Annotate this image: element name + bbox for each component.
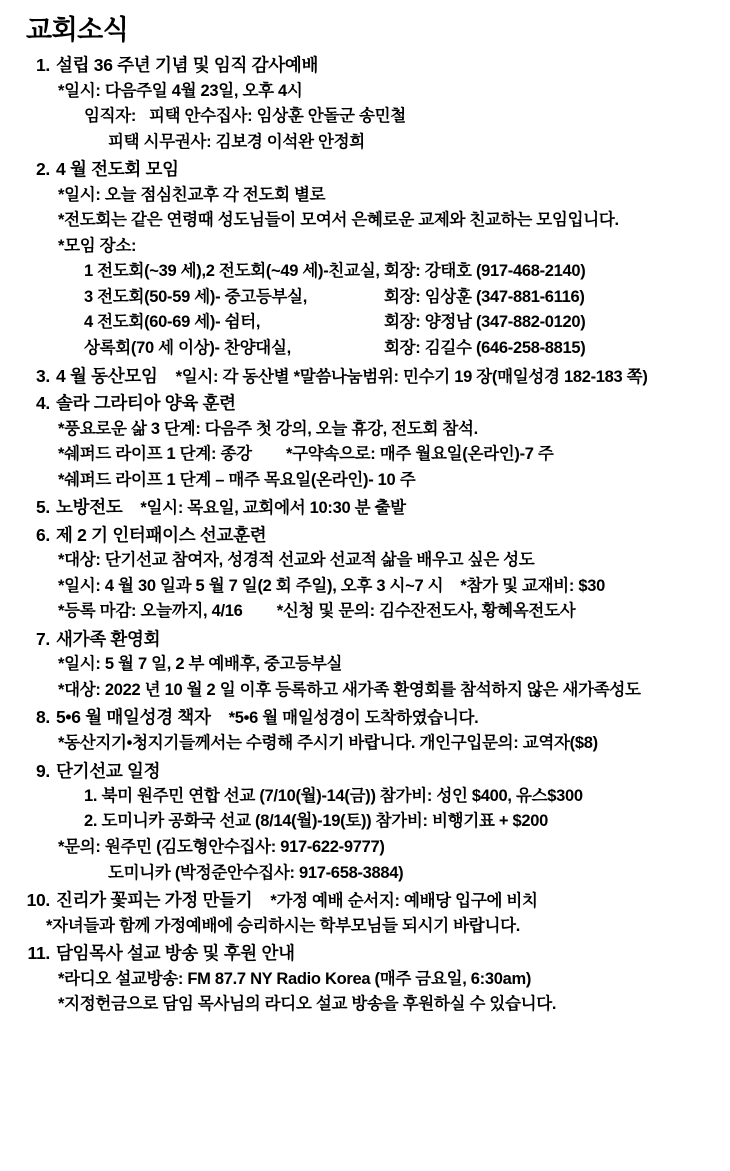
news-item-number: 5. [36, 497, 50, 518]
news-item-heading [24, 626, 718, 652]
news-item-number: 4. [36, 393, 50, 414]
news-item-number: 10. [26, 890, 50, 911]
news-item-heading [24, 704, 718, 731]
news-item-title: 5•6 월 매일성경 책자 [56, 707, 211, 728]
news-item-number: 7. [36, 628, 50, 649]
news-item-detail-line: *전도회는 같은 연령때 성도님들이 모여서 은혜로운 교제와 친교하는 모임입니다. [58, 211, 619, 230]
fellowship-row [24, 259, 718, 285]
news-item-title: 진리가 꽃피는 가정 만들기 [56, 890, 253, 911]
fellowship-group: 4 전도회(60-69 세)- 쉼터, [84, 313, 261, 332]
news-item-detail-line: 1. 북미 원주민 연합 선교 (7/10(월)-14(금)) 참가비: 성인 $400, 유스$300 [84, 786, 583, 805]
news-item-detail-line: *일시: 4 월 30 일과 5 월 7 일(2 회 주일), 오후 3 시~7 시 *참가 및 교재비: $30 [58, 576, 606, 595]
fellowship-row [24, 336, 718, 362]
news-item-detail-line: *자녀들과 함께 가정예배에 승리하시는 학부모님들 되시기 바랍니다. [46, 916, 521, 935]
news-item-number: 11. [27, 943, 50, 964]
fellowship-group: 1 전도회(~39 세),2 전도회(~49 세)-친교실, [84, 262, 380, 281]
news-item-title: 설립 36 주년 기념 및 임직 감사예배 [56, 55, 319, 76]
news-item-heading [24, 156, 718, 182]
fellowship-row [24, 285, 718, 311]
news-item-heading [24, 522, 718, 548]
news-item-heading-note: *5•6 월 매일성경이 도착하였습니다. [228, 709, 479, 728]
news-item-title: 제 2 기 인터패이스 선교훈련 [56, 524, 267, 545]
news-item-heading-note: *일시: 목요일, 교회에서 10:30 분 출발 [140, 499, 406, 518]
news-item [24, 940, 718, 1017]
news-item-title: 단기선교 일정 [56, 760, 161, 781]
news-item-heading-note: *가정 예배 순서지: 예배당 입구에 비치 [270, 892, 538, 911]
news-item [24, 522, 718, 625]
news-item [24, 156, 718, 361]
news-item-heading-note: *일시: 각 동산별 *말씀나눔범위: 민수기 19 장(매일성경 182-183 쪽) [175, 367, 648, 386]
news-item-title: 노방전도 [56, 497, 123, 518]
news-item-detail-line: 도미니카 (박정준안수집사: 917-658-3884) [108, 863, 404, 882]
news-item [24, 887, 718, 939]
news-item [24, 704, 718, 756]
news-item-number: 1. [36, 55, 50, 76]
news-item-detail-line: *쉐퍼드 라이프 1 단계 – 매주 목요일(온라인)- 10 주 [58, 470, 416, 489]
news-item-detail-line: *지정헌금으로 담임 목사님의 라디오 설교 방송을 후원하실 수 있습니다. [58, 995, 557, 1014]
news-item-detail-line: *문의: 원주민 (김도형안수집사: 917-622-9777) [58, 837, 385, 856]
news-item-detail-line: *라디오 설교방송: FM 87.7 NY Radio Korea (매주 금요일, 6:30am) [58, 969, 532, 988]
fellowship-group: 3 전도회(50-59 세)- 중고등부실, [84, 287, 308, 306]
news-item-detail-line: 피택 시무권사: 김보경 이석완 안정희 [108, 132, 365, 151]
news-item-heading [24, 887, 718, 914]
news-item-heading [24, 758, 718, 784]
news-item [24, 626, 718, 703]
news-item-title: 담임목사 설교 방송 및 후원 안내 [56, 943, 295, 964]
news-item-detail-line: *대상: 단기선교 참여자, 성경적 선교와 선교적 삶을 배우고 싶은 성도 [58, 551, 535, 570]
fellowship-leader-contact: 회장: 임상훈 (347-881-6116) [384, 287, 585, 306]
news-item-title: 4 월 동산모임 [56, 365, 158, 386]
news-item-title: 4 월 전도회 모임 [56, 159, 179, 180]
news-item-title: 솔라 그라티아 양육 훈련 [56, 393, 236, 414]
news-item-number: 8. [36, 707, 50, 728]
news-item-number: 9. [36, 760, 50, 781]
news-item [24, 390, 718, 493]
news-item [24, 494, 718, 521]
news-item-title: 새가족 환영회 [56, 628, 161, 649]
fellowship-leader-contact: 회장: 양정남 (347-882-0120) [384, 313, 586, 332]
fellowship-row [24, 310, 718, 336]
fellowship-leader-contact: 회장: 김길수 (646-258-8815) [384, 338, 586, 357]
fellowship-group: 상록회(70 세 이상)- 찬양대실, [84, 338, 291, 357]
news-item-detail-line: *일시: 다음주일 4월 23일, 오후 4시 [58, 81, 303, 100]
news-item-detail-line: *등록 마감: 오늘까지, 4/16 *신청 및 문의: 김수잔전도사, 황혜옥전도사 [58, 602, 576, 621]
news-item-detail-line: *모임 장소: [58, 236, 137, 255]
news-item-number: 3. [36, 365, 50, 386]
news-item-number: 6. [36, 524, 50, 545]
news-item-heading [24, 363, 718, 390]
news-item-detail-line: *동산지기•청지기들께서는 수령해 주시기 바랍니다. 개인구입문의: 교역자($8) [58, 734, 598, 753]
news-item-number: 2. [36, 159, 50, 180]
news-item-detail-line: 2. 도미니카 공화국 선교 (8/14(월)-19(토)) 참가비: 비행기표 + $200 [84, 812, 549, 831]
news-item [24, 758, 718, 887]
news-item-detail-line: 임직자: 피택 안수집사: 임상훈 안돌군 송민철 [84, 107, 406, 126]
news-item-heading [24, 390, 718, 416]
news-item [24, 363, 718, 390]
fellowship-leader-contact: 회장: 강태호 (917-468-2140) [384, 262, 586, 281]
news-item-heading [24, 940, 718, 966]
news-item-detail-line: *쉐퍼드 라이프 1 단계: 종강 *구약속으로: 매주 월요일(온라인)-7 주 [58, 445, 554, 464]
news-item-detail-line: *일시: 오늘 점심친교후 각 전도회 별로 [58, 185, 326, 204]
news-item-detail-line: *풍요로운 삶 3 단계: 다음주 첫 강의, 오늘 휴강, 전도회 참석. [58, 419, 478, 438]
news-item-detail-line: *일시: 5 월 7 일, 2 부 예배후, 중고등부실 [58, 655, 343, 674]
page-title: 교회소식 [26, 15, 129, 45]
news-item-detail-line: *대상: 2022 년 10 월 2 일 이후 등록하고 새가족 환영회를 참석하지 않은 새가족성도 [58, 680, 641, 699]
news-item-heading [24, 494, 718, 521]
news-item-heading [24, 52, 718, 78]
news-item [24, 52, 718, 155]
news-item-list [24, 52, 718, 1017]
